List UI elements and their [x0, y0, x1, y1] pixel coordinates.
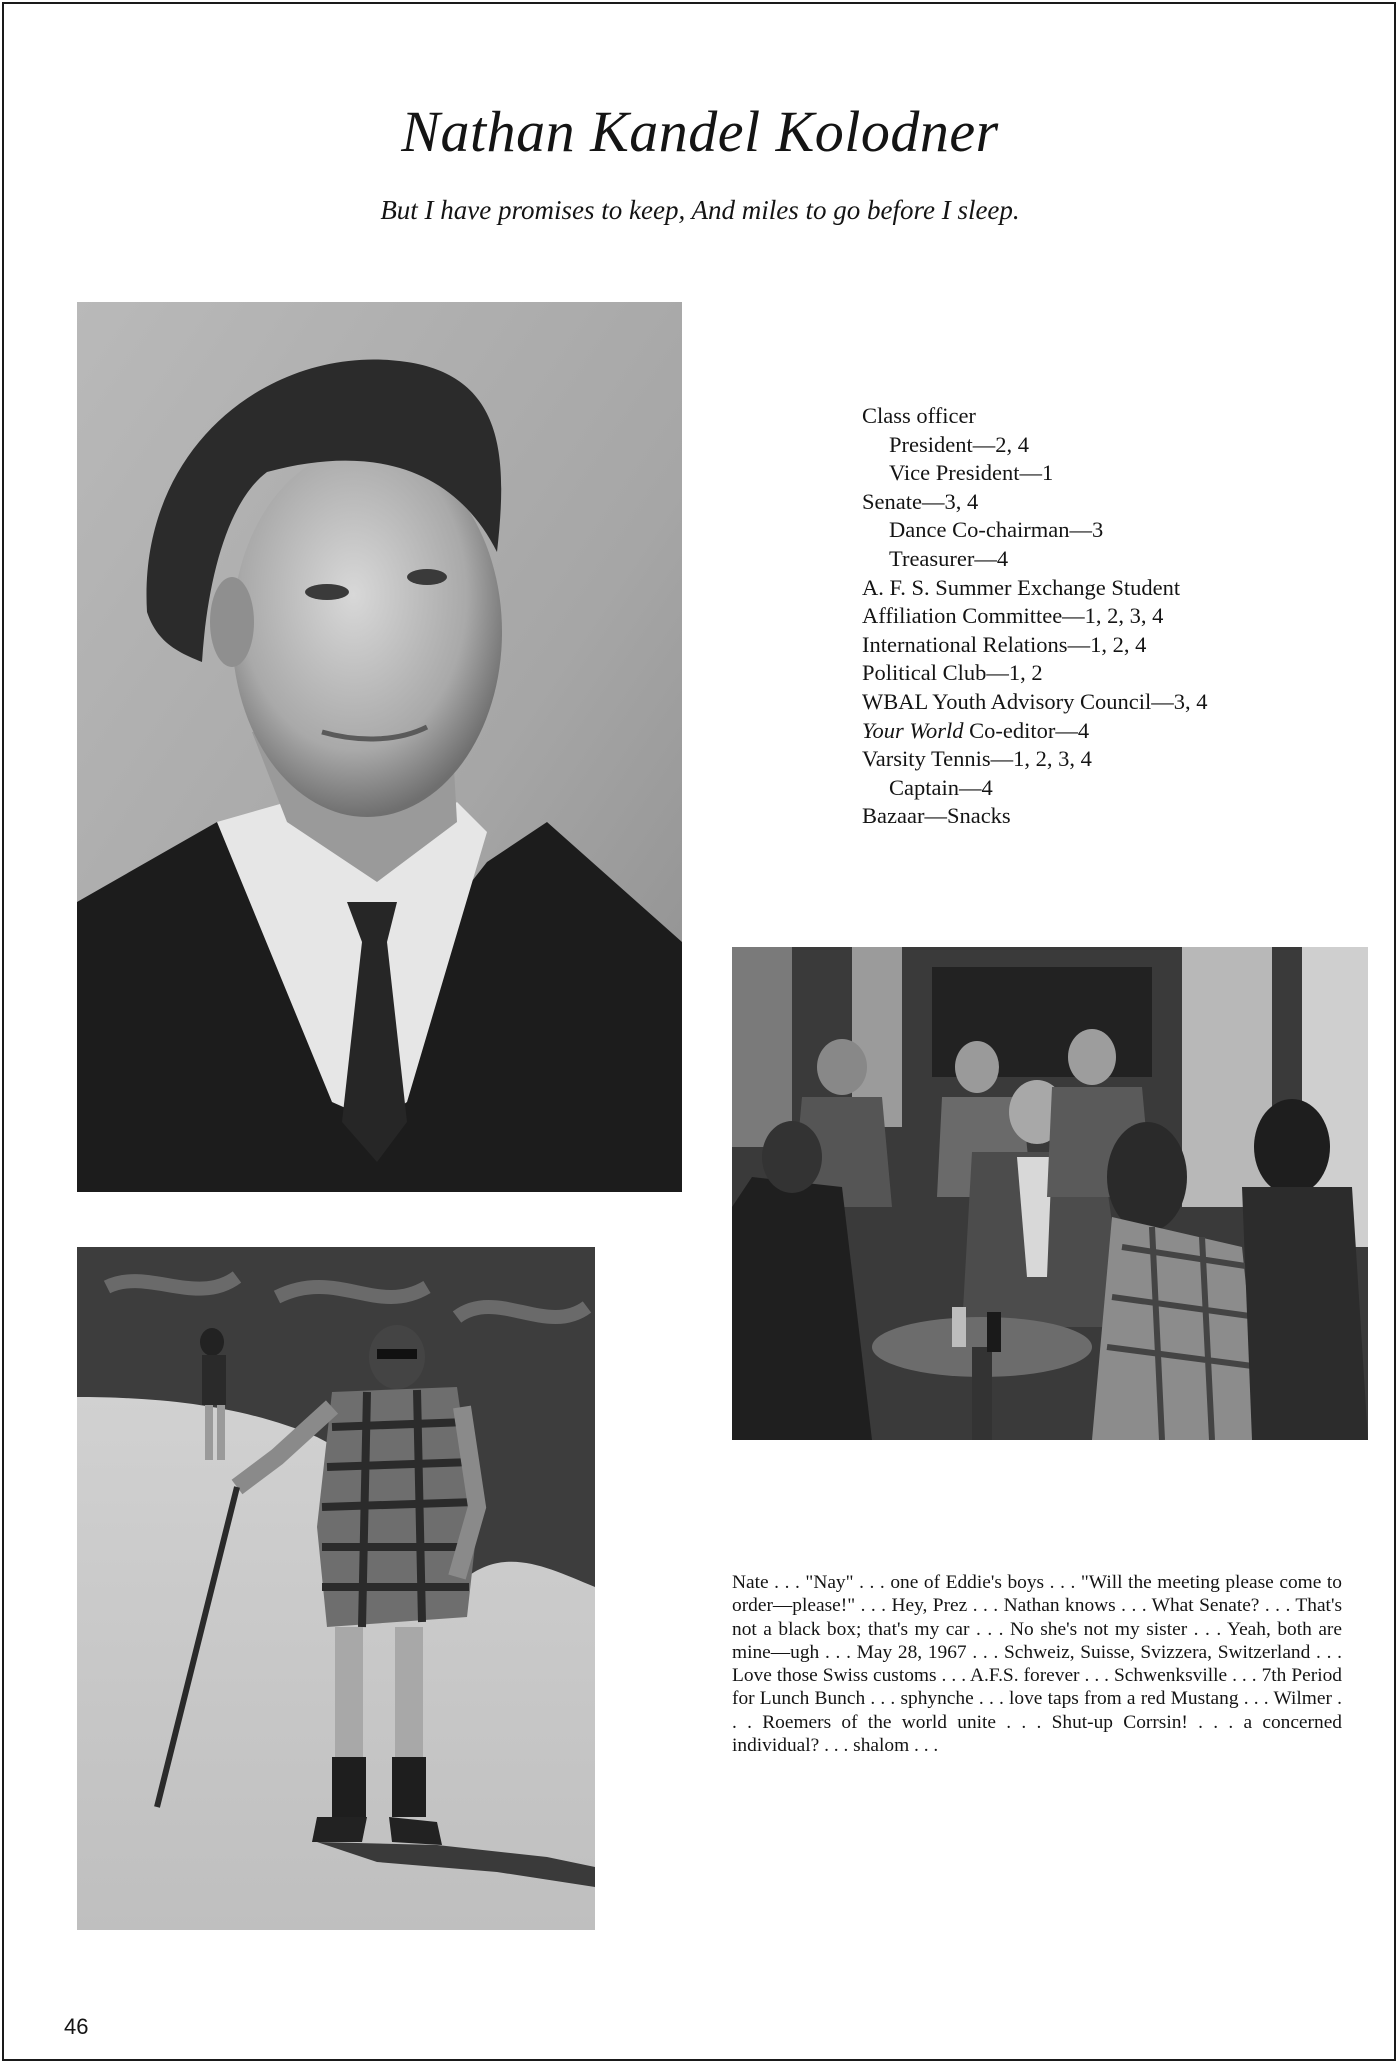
activity-item: Treasurer—4 [889, 545, 1009, 571]
page-number: 46 [64, 2014, 89, 2039]
page-title: Nathan Kandel Kolodner [401, 99, 999, 164]
activity-item [862, 717, 1342, 746]
activity-text: Co-editor—4 [963, 717, 1090, 743]
activities-list [862, 402, 1342, 831]
activity-item: Varsity Tennis—1, 2, 3, 4 [862, 746, 1092, 772]
activity-item: International Relations—1, 2, 4 [862, 631, 1147, 657]
activity-item: President—2, 4 [889, 431, 1029, 457]
activity-item: Dance Co-chairman—3 [889, 517, 1104, 543]
activity-item: Senate—3, 4 [862, 488, 979, 514]
activity-item: Vice President—1 [889, 460, 1054, 486]
activity-item: Political Club—1, 2 [862, 660, 1043, 686]
activity-item: Class officer [862, 403, 976, 428]
quote-subtitle: But I have promises to keep, And miles to go before I sleep. [380, 195, 1020, 225]
activity-item: Bazaar—Snacks [862, 803, 1011, 829]
activity-item: Captain—4 [889, 774, 993, 800]
personal-caption: Nate . . . "Nay" . . . one of Eddie's boys . . . "Will the meeting please come to order—please!" . . . Hey, Prez . . . Nathan knows . . . What Senate? . . . That's not a black box; that's my car . . . No she's not my sister . . . Yeah, both are mine—ugh . . . May 28, 1967 . . . Schweiz, Suisse, Svizzera, Switzerland . . . Love those Swiss customs . . . A.F.S. forever . . . Schwenksville . . . 7th Period for Lunch Bunch . . . sphynche . . . love taps from a red Mustang . . . Wilmer . . . Roemers of the world unite . . . Shut-up Corrsin! . . . a concerned individual? . . . shalom . . . [732, 1572, 1342, 1757]
activity-item: WBAL Youth Advisory Council—3, 4 [862, 688, 1208, 714]
cafe-group-photo [732, 947, 1368, 1440]
portrait-photo [77, 302, 682, 1192]
activity-item: Affiliation Committee—1, 2, 3, 4 [862, 603, 1164, 629]
activity-item: A. F. S. Summer Exchange Student [862, 574, 1181, 600]
sand-dune-photo [77, 1247, 595, 1930]
publication-title: Your World [862, 717, 964, 743]
